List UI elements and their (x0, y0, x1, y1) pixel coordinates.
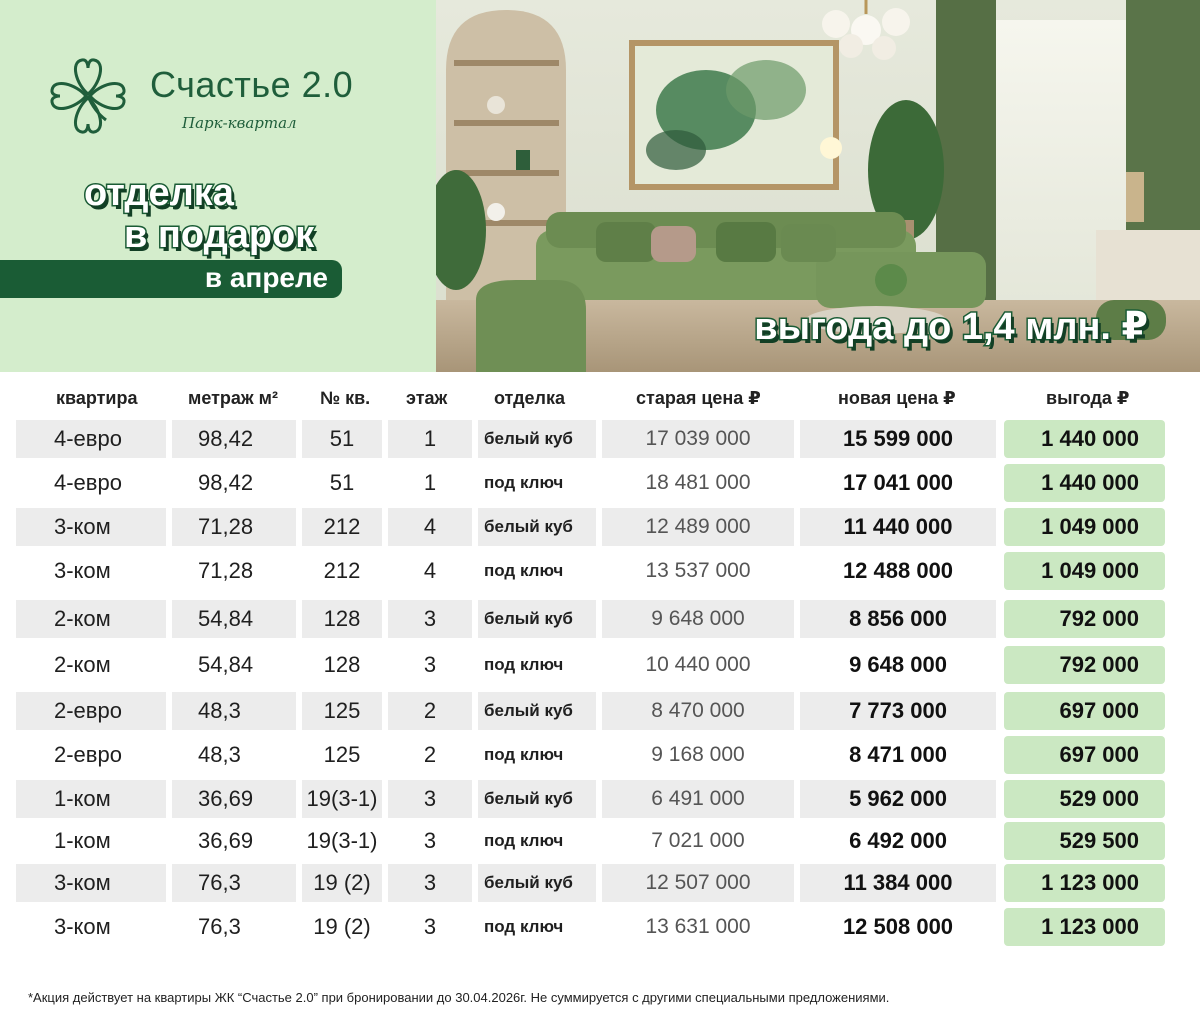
cell-type: 2-евро (16, 692, 166, 730)
cell-benefit: 792 000 (1004, 646, 1165, 684)
cell-finish: под ключ (484, 831, 564, 850)
cell-benefit: 697 000 (1004, 736, 1165, 774)
cell-area: 71,28 (172, 508, 296, 546)
cell-new-price: 12 508 000 (842, 914, 954, 939)
table-row (0, 646, 1200, 684)
cell-floor: 1 (388, 420, 472, 458)
header-finish: отделка (494, 388, 566, 408)
cell-type: 3-ком (16, 508, 166, 546)
cell-area: 76,3 (198, 914, 241, 939)
cell-type: 2-евро (54, 742, 122, 767)
cell-new-price: 17 041 000 (842, 470, 954, 495)
cell-number: 51 (329, 470, 355, 495)
cell-benefit: 1 440 000 (1004, 420, 1165, 458)
cell-old-price: 9 648 000 (602, 600, 794, 638)
cell-old-price: 18 481 000 (645, 471, 751, 494)
table-row (0, 864, 1200, 902)
cell-finish: под ключ (484, 745, 564, 764)
promo-month-band (0, 260, 342, 298)
cell-benefit: 792 000 (1004, 600, 1165, 638)
cell-floor: 4 (423, 558, 437, 583)
cell-type: 1-ком (16, 780, 166, 818)
cell-old-price: 8 470 000 (602, 692, 794, 730)
cell-type: 3-ком (54, 914, 111, 939)
benefit-headline: выгода до 1,4 млн. ₽ (754, 306, 1148, 348)
table-row (0, 508, 1200, 546)
cell-old-price: 6 491 000 (602, 780, 794, 818)
cell-number: 19 (2) (302, 864, 382, 902)
promo-header (0, 0, 1200, 372)
brand-subtitle: Парк-квартал (182, 114, 297, 132)
cell-type: 2-ком (16, 600, 166, 638)
cell-number: 212 (323, 558, 361, 583)
cell-benefit: 1 123 000 (1004, 908, 1165, 946)
cell-floor: 4 (388, 508, 472, 546)
brand-panel (0, 0, 436, 372)
table-row (0, 736, 1200, 774)
table-row (0, 420, 1200, 458)
cell-finish: под ключ (484, 561, 564, 580)
interior-photo (436, 0, 1200, 372)
cell-type: 3-ком (16, 864, 166, 902)
table-row (0, 600, 1200, 638)
cell-old-price: 12 489 000 (602, 508, 794, 546)
cell-type: 4-евро (54, 470, 122, 495)
cell-floor: 1 (423, 470, 437, 495)
cell-new-price: 11 440 000 (800, 508, 996, 546)
brand-name: Счастье 2.0 (150, 64, 354, 105)
cell-floor: 3 (423, 914, 437, 939)
cell-number: 125 (302, 692, 382, 730)
cell-number: 128 (302, 600, 382, 638)
cell-new-price: 12 488 000 (842, 558, 954, 583)
cell-number: 19(3-1) (302, 780, 382, 818)
header-type: квартира (56, 388, 138, 408)
cell-finish: белый куб (478, 780, 596, 818)
table-row (0, 464, 1200, 502)
cell-new-price: 15 599 000 (800, 420, 996, 458)
promo-line-1: отделка (84, 172, 234, 214)
cell-new-price: 7 773 000 (800, 692, 996, 730)
cell-area: 36,69 (198, 828, 254, 853)
cell-old-price: 10 440 000 (645, 653, 751, 676)
header-floor: этаж (406, 388, 448, 408)
cell-old-price: 13 537 000 (645, 559, 751, 582)
cell-benefit: 529 000 (1004, 780, 1165, 818)
cell-area: 98,42 (198, 470, 254, 495)
cell-floor: 2 (423, 742, 437, 767)
cell-type: 2-ком (54, 652, 111, 677)
cell-new-price: 5 962 000 (800, 780, 996, 818)
table-row (0, 908, 1200, 946)
cell-number: 19 (2) (313, 914, 371, 939)
cell-finish: белый куб (478, 508, 596, 546)
cell-finish: белый куб (478, 864, 596, 902)
cell-new-price: 6 492 000 (849, 828, 947, 853)
cell-number: 51 (302, 420, 382, 458)
table-row (0, 692, 1200, 730)
header-benefit: выгода ₽ (1046, 388, 1130, 408)
clover-logo-icon (46, 54, 130, 138)
cell-area: 54,84 (198, 652, 254, 677)
cell-type: 1-ком (54, 828, 111, 853)
header-new-price: новая цена ₽ (838, 388, 956, 408)
cell-area: 48,3 (172, 692, 296, 730)
table-row (0, 822, 1200, 860)
cell-new-price: 8 471 000 (849, 742, 947, 767)
cell-type: 3-ком (54, 558, 111, 583)
header-area: метраж м² (188, 388, 278, 408)
cell-number: 212 (302, 508, 382, 546)
cell-old-price: 9 168 000 (651, 743, 745, 766)
cell-floor: 2 (388, 692, 472, 730)
cell-floor: 3 (388, 864, 472, 902)
cell-area: 76,3 (172, 864, 296, 902)
cell-old-price: 7 021 000 (651, 829, 745, 852)
cell-finish: белый куб (478, 600, 596, 638)
cell-number: 125 (323, 742, 361, 767)
promo-month: в апреле (204, 262, 328, 293)
cell-finish: белый куб (478, 692, 596, 730)
cell-floor: 3 (423, 828, 437, 853)
cell-benefit: 1 123 000 (1004, 864, 1165, 902)
promo-line-2: в подарок (124, 214, 315, 256)
header-number: № кв. (320, 388, 371, 408)
cell-benefit: 1 049 000 (1004, 552, 1165, 590)
cell-area: 48,3 (198, 742, 241, 767)
table-row (0, 552, 1200, 590)
cell-old-price: 12 507 000 (602, 864, 794, 902)
cell-finish: белый куб (478, 420, 596, 458)
cell-old-price: 17 039 000 (602, 420, 794, 458)
cell-new-price: 11 384 000 (800, 864, 996, 902)
cell-area: 54,84 (172, 600, 296, 638)
cell-benefit: 697 000 (1004, 692, 1165, 730)
cell-area: 98,42 (172, 420, 296, 458)
cell-old-price: 13 631 000 (645, 915, 751, 938)
cell-finish: под ключ (484, 655, 564, 674)
cell-new-price: 8 856 000 (800, 600, 996, 638)
table-row (0, 780, 1200, 818)
cell-benefit: 1 440 000 (1004, 464, 1165, 502)
header-old-price: старая цена ₽ (636, 388, 761, 408)
cell-area: 71,28 (198, 558, 254, 583)
cell-number: 128 (323, 652, 361, 677)
cell-type: 4-евро (16, 420, 166, 458)
cell-floor: 3 (388, 600, 472, 638)
cell-benefit: 529 500 (1004, 822, 1165, 860)
cell-number: 19(3-1) (306, 828, 378, 853)
cell-finish: под ключ (484, 473, 564, 492)
cell-floor: 3 (423, 652, 437, 677)
cell-new-price: 9 648 000 (849, 652, 947, 677)
cell-benefit: 1 049 000 (1004, 508, 1165, 546)
footnote: *Акция действует на квартиры ЖК “Счастье 2.0” при бронировании до 30.04.2026г. Не суммируется с другими специальными предложениями. (28, 990, 890, 1005)
cell-area: 36,69 (172, 780, 296, 818)
cell-finish: под ключ (484, 917, 564, 936)
cell-floor: 3 (388, 780, 472, 818)
table-header (0, 378, 1200, 418)
